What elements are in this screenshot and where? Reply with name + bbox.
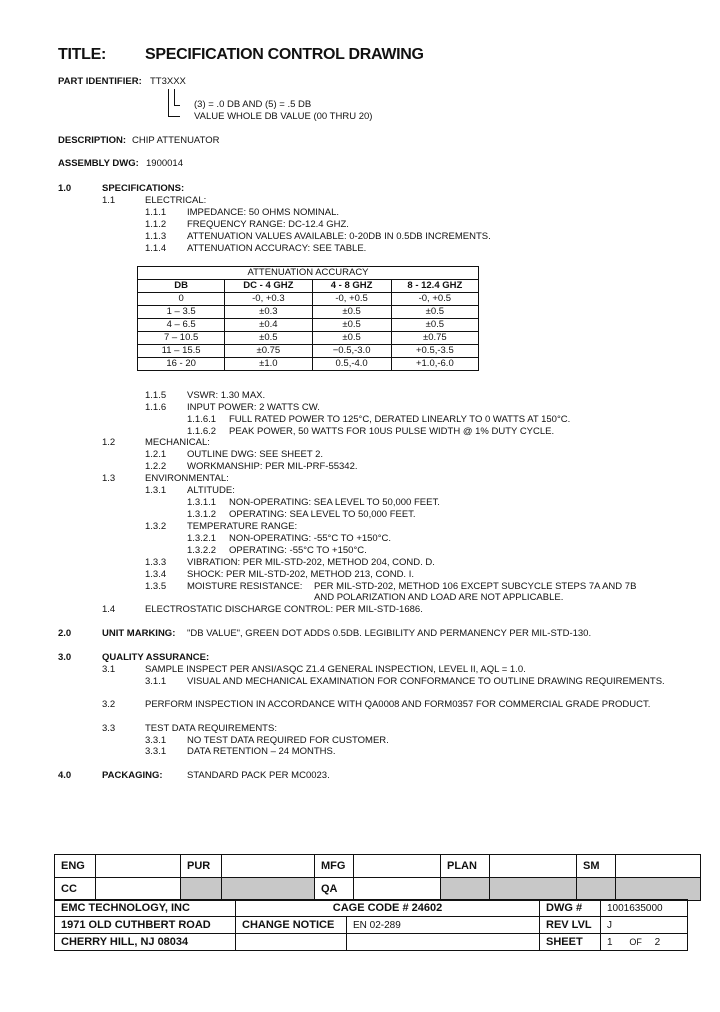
item-text: TEMPERATURE RANGE: — [187, 521, 298, 532]
cc-cell — [96, 878, 181, 901]
item-text: DATA RETENTION – 24 MONTHS. — [187, 746, 336, 757]
item-text: INPUT POWER: 2 WATTS CW. — [187, 402, 320, 413]
rev-level-label: REV LVL — [540, 917, 601, 934]
item-text: SAMPLE INSPECT PER ANSI/ASQC Z1.4 GENERAL INSPECTION, LEVEL II, AQL = 1.0. — [145, 664, 526, 675]
pur-signature-cell — [222, 855, 315, 878]
sheet-label: SHEET — [540, 934, 601, 951]
item-number: 1.3.1 — [145, 485, 167, 496]
item-number: 1.1.6.1 — [187, 414, 217, 425]
item-number: 1.2.1 — [145, 449, 167, 460]
item-text: TEST DATA REQUIREMENTS: — [145, 723, 277, 734]
item-number: 1.3.3 — [145, 557, 167, 568]
plan-label: PLAN — [441, 855, 490, 878]
company-city: CHERRY HILL, NJ 08034 — [55, 934, 236, 951]
item-number: 3.1 — [102, 664, 116, 675]
table-cell: -0, +0.5 — [391, 293, 478, 306]
table-cell: −0.5,-3.0 — [312, 345, 391, 358]
item-text: IMPEDANCE: 50 OHMS NOMINAL. — [187, 207, 340, 218]
table-cell: 16 - 20 — [138, 358, 225, 371]
table-row — [138, 293, 479, 306]
section-number: 2.0 — [58, 628, 72, 639]
item-number: 3.2 — [102, 699, 116, 710]
part-note-1: (3) = .0 DB AND (5) = .5 DB — [194, 99, 312, 110]
eng-signature-cell — [96, 855, 181, 878]
table-header: DC - 4 GHZ — [225, 280, 312, 293]
description-label: DESCRIPTION: — [58, 135, 127, 146]
table-cell: 7 – 10.5 — [138, 332, 225, 345]
item-number: 1.1.5 — [145, 390, 167, 401]
table-row — [138, 332, 479, 345]
item-text: MOISTURE RESISTANCE: — [187, 581, 303, 592]
item-number: 1.1.6 — [145, 402, 167, 413]
approval-block — [54, 854, 701, 901]
qa-label: QA — [315, 878, 354, 901]
dwg-label: DWG # — [540, 900, 601, 917]
part-identifier-value: TT3XXX — [150, 76, 186, 87]
item-number: 3.3.1 — [145, 735, 167, 746]
item-number: 1.3.1.1 — [187, 497, 217, 508]
item-text: ELECTRICAL: — [145, 195, 207, 206]
blank-cell — [181, 878, 222, 901]
item-text: SHOCK: PER MIL-STD-202, METHOD 213, COND. I. — [187, 569, 414, 580]
item-number: 3.1.1 — [145, 676, 167, 687]
section-heading: PACKAGING: — [102, 770, 163, 781]
table-caption: ATTENUATION ACCURACY — [138, 267, 479, 280]
item-text: FREQUENCY RANGE: DC-12.4 GHZ. — [187, 219, 349, 230]
table-cell: 0.5,-4.0 — [312, 358, 391, 371]
change-notice-label: CHANGE NOTICE — [236, 917, 347, 934]
description-value: CHIP ATTENUATOR — [132, 135, 220, 146]
table-row — [138, 345, 479, 358]
rev-level-value: J — [601, 917, 688, 934]
part-note-2: VALUE WHOLE DB VALUE (00 THRU 20) — [194, 111, 373, 122]
item-number: 1.3.4 — [145, 569, 167, 580]
blank-cell — [441, 878, 490, 901]
section-heading: QUALITY ASSURANCE: — [102, 652, 210, 663]
table-row — [138, 358, 479, 371]
item-number: 1.2 — [102, 437, 116, 448]
item-number: 3.3.1 — [145, 746, 167, 757]
table-cell: ±0.5 — [225, 332, 312, 345]
section-number: 3.0 — [58, 652, 72, 663]
item-number: 1.1 — [102, 195, 116, 206]
table-row — [138, 319, 479, 332]
item-text: NON-OPERATING: SEA LEVEL TO 50,000 FEET. — [229, 497, 440, 508]
item-number: 1.3.1.2 — [187, 509, 217, 520]
item-number: 1.1.2 — [145, 219, 167, 230]
item-number: 1.1.3 — [145, 231, 167, 242]
pur-label: PUR — [181, 855, 222, 878]
assembly-dwg-label: ASSEMBLY DWG: — [58, 158, 139, 169]
table-cell: 11 – 15.5 — [138, 345, 225, 358]
table-header: 4 - 8 GHZ — [312, 280, 391, 293]
cage-code: CAGE CODE # 24602 — [236, 900, 540, 917]
item-text: VSWR: 1.30 MAX. — [187, 390, 266, 401]
mfg-signature-cell — [354, 855, 441, 878]
blank-cell — [490, 878, 577, 901]
sheet-value — [601, 934, 688, 951]
item-number: 1.1.1 — [145, 207, 167, 218]
item-number: 1.3.2.1 — [187, 533, 217, 544]
item-number: 1.4 — [102, 604, 116, 615]
table-header: DB — [138, 280, 225, 293]
item-number: 1.3 — [102, 473, 116, 484]
table-cell: ±0.5 — [312, 319, 391, 332]
part-identifier-label: PART IDENTIFIER: — [58, 76, 142, 87]
assembly-dwg-value: 1900014 — [146, 158, 183, 169]
sheet-total: 2 — [654, 936, 661, 948]
table-cell: ±1.0 — [225, 358, 312, 371]
item-text: ENVIRONMENTAL: — [145, 473, 229, 484]
item-text: ALTITUDE: — [187, 485, 235, 496]
item-text: ELECTROSTATIC DISCHARGE CONTROL: PER MIL-STD-1686. — [145, 604, 423, 615]
table-cell: 0 — [138, 293, 225, 306]
item-text: OPERATING: -55°C TO +150°C. — [229, 545, 367, 556]
item-text: VISUAL AND MECHANICAL EXAMINATION FOR CONFORMANCE TO OUTLINE DRAWING REQUIREMENTS. — [187, 676, 665, 687]
item-text: PERFORM INSPECTION IN ACCORDANCE WITH QA0008 AND FORM0357 FOR COMMERCIAL GRADE PRODUCT. — [145, 699, 651, 710]
attenuation-accuracy-table — [137, 266, 479, 371]
title-value: SPECIFICATION CONTROL DRAWING — [145, 46, 424, 63]
item-text: PEAK POWER, 50 WATTS FOR 10US PULSE WIDTH @ 1% DUTY CYCLE. — [229, 426, 555, 437]
mfg-label: MFG — [315, 855, 354, 878]
item-number: 1.2.2 — [145, 461, 167, 472]
table-cell: 1 – 3.5 — [138, 306, 225, 319]
table-cell: ±0.75 — [391, 332, 478, 345]
table-cell: ±0.5 — [391, 319, 478, 332]
qa-signature-cell — [354, 878, 441, 901]
item-text: MECHANICAL: — [145, 437, 210, 448]
bracket-line-2 — [174, 89, 175, 106]
item-text: OUTLINE DWG: SEE SHEET 2. — [187, 449, 324, 460]
sm-label: SM — [577, 855, 616, 878]
item-text: AND POLARIZATION AND LOAD ARE NOT APPLICABLE. — [314, 592, 564, 603]
section-number: 4.0 — [58, 770, 72, 781]
packaging-text: STANDARD PACK PER MC0023. — [187, 770, 330, 781]
sm-signature-cell — [616, 855, 701, 878]
eng-label: ENG — [55, 855, 96, 878]
item-text: VIBRATION: PER MIL-STD-202, METHOD 204, COND. D. — [187, 557, 435, 568]
table-cell: 4 – 6.5 — [138, 319, 225, 332]
title-label: TITLE: — [58, 46, 106, 63]
plan-signature-cell — [490, 855, 577, 878]
item-text: NO TEST DATA REQUIRED FOR CUSTOMER. — [187, 735, 389, 746]
item-number: 1.1.6.2 — [187, 426, 217, 437]
bracket-tick-1 — [174, 105, 180, 106]
cc-label: CC — [55, 878, 96, 901]
change-notice-value: EN 02-289 — [347, 917, 540, 934]
blank-cell — [577, 878, 616, 901]
blank-cell — [236, 934, 347, 951]
table-cell: +1.0,-6.0 — [391, 358, 478, 371]
table-cell: -0, +0.5 — [312, 293, 391, 306]
table-cell: ±0.75 — [225, 345, 312, 358]
item-text: WORKMANSHIP: PER MIL-PRF-55342. — [187, 461, 358, 472]
table-row — [138, 306, 479, 319]
item-number: 1.3.5 — [145, 581, 167, 592]
item-text: ATTENUATION VALUES AVAILABLE: 0-20DB IN 0.5DB INCREMENTS. — [187, 231, 491, 242]
item-text: NON-OPERATING: -55°C TO +150°C. — [229, 533, 392, 544]
sheet-number: 1 — [607, 936, 613, 948]
item-number: 3.3 — [102, 723, 116, 734]
blank-cell — [616, 878, 701, 901]
company-address: 1971 OLD CUTHBERT ROAD — [55, 917, 236, 934]
drawing-info-block — [54, 899, 688, 951]
table-cell: +0.5,-3.5 — [391, 345, 478, 358]
item-text: PER MIL-STD-202, METHOD 106 EXCEPT SUBCYCLE STEPS 7A AND 7B — [314, 581, 637, 592]
table-header: 8 - 12.4 GHZ — [391, 280, 478, 293]
unit-marking-text: "DB VALUE", GREEN DOT ADDS 0.5DB. LEGIBILITY AND PERMANENCY PER MIL-STD-130. — [187, 628, 592, 639]
table-cell: ±0.4 — [225, 319, 312, 332]
sheet-of: OF — [629, 936, 642, 947]
bracket-line-1 — [168, 89, 169, 117]
section-number: 1.0 — [58, 183, 72, 194]
dwg-number: 1001635000 — [601, 900, 688, 917]
bracket-tick-2 — [168, 116, 180, 117]
table-cell: -0, +0.3 — [225, 293, 312, 306]
section-heading: UNIT MARKING: — [102, 628, 176, 639]
item-number: 1.3.2 — [145, 521, 167, 532]
blank-cell — [222, 878, 315, 901]
company-name: EMC TECHNOLOGY, INC — [55, 900, 236, 917]
table-cell: ±0.3 — [225, 306, 312, 319]
item-text: ATTENUATION ACCURACY: SEE TABLE. — [187, 243, 367, 254]
item-number: 1.3.2.2 — [187, 545, 217, 556]
item-text: FULL RATED POWER TO 125°C, DERATED LINEARLY TO 0 WATTS AT 150°C. — [229, 414, 571, 425]
section-heading: SPECIFICATIONS: — [102, 183, 185, 194]
table-cell: ±0.5 — [312, 332, 391, 345]
item-text: OPERATING: SEA LEVEL TO 50,000 FEET. — [229, 509, 416, 520]
table-cell: ±0.5 — [312, 306, 391, 319]
blank-cell — [347, 934, 540, 951]
table-cell: ±0.5 — [391, 306, 478, 319]
item-number: 1.1.4 — [145, 243, 167, 254]
